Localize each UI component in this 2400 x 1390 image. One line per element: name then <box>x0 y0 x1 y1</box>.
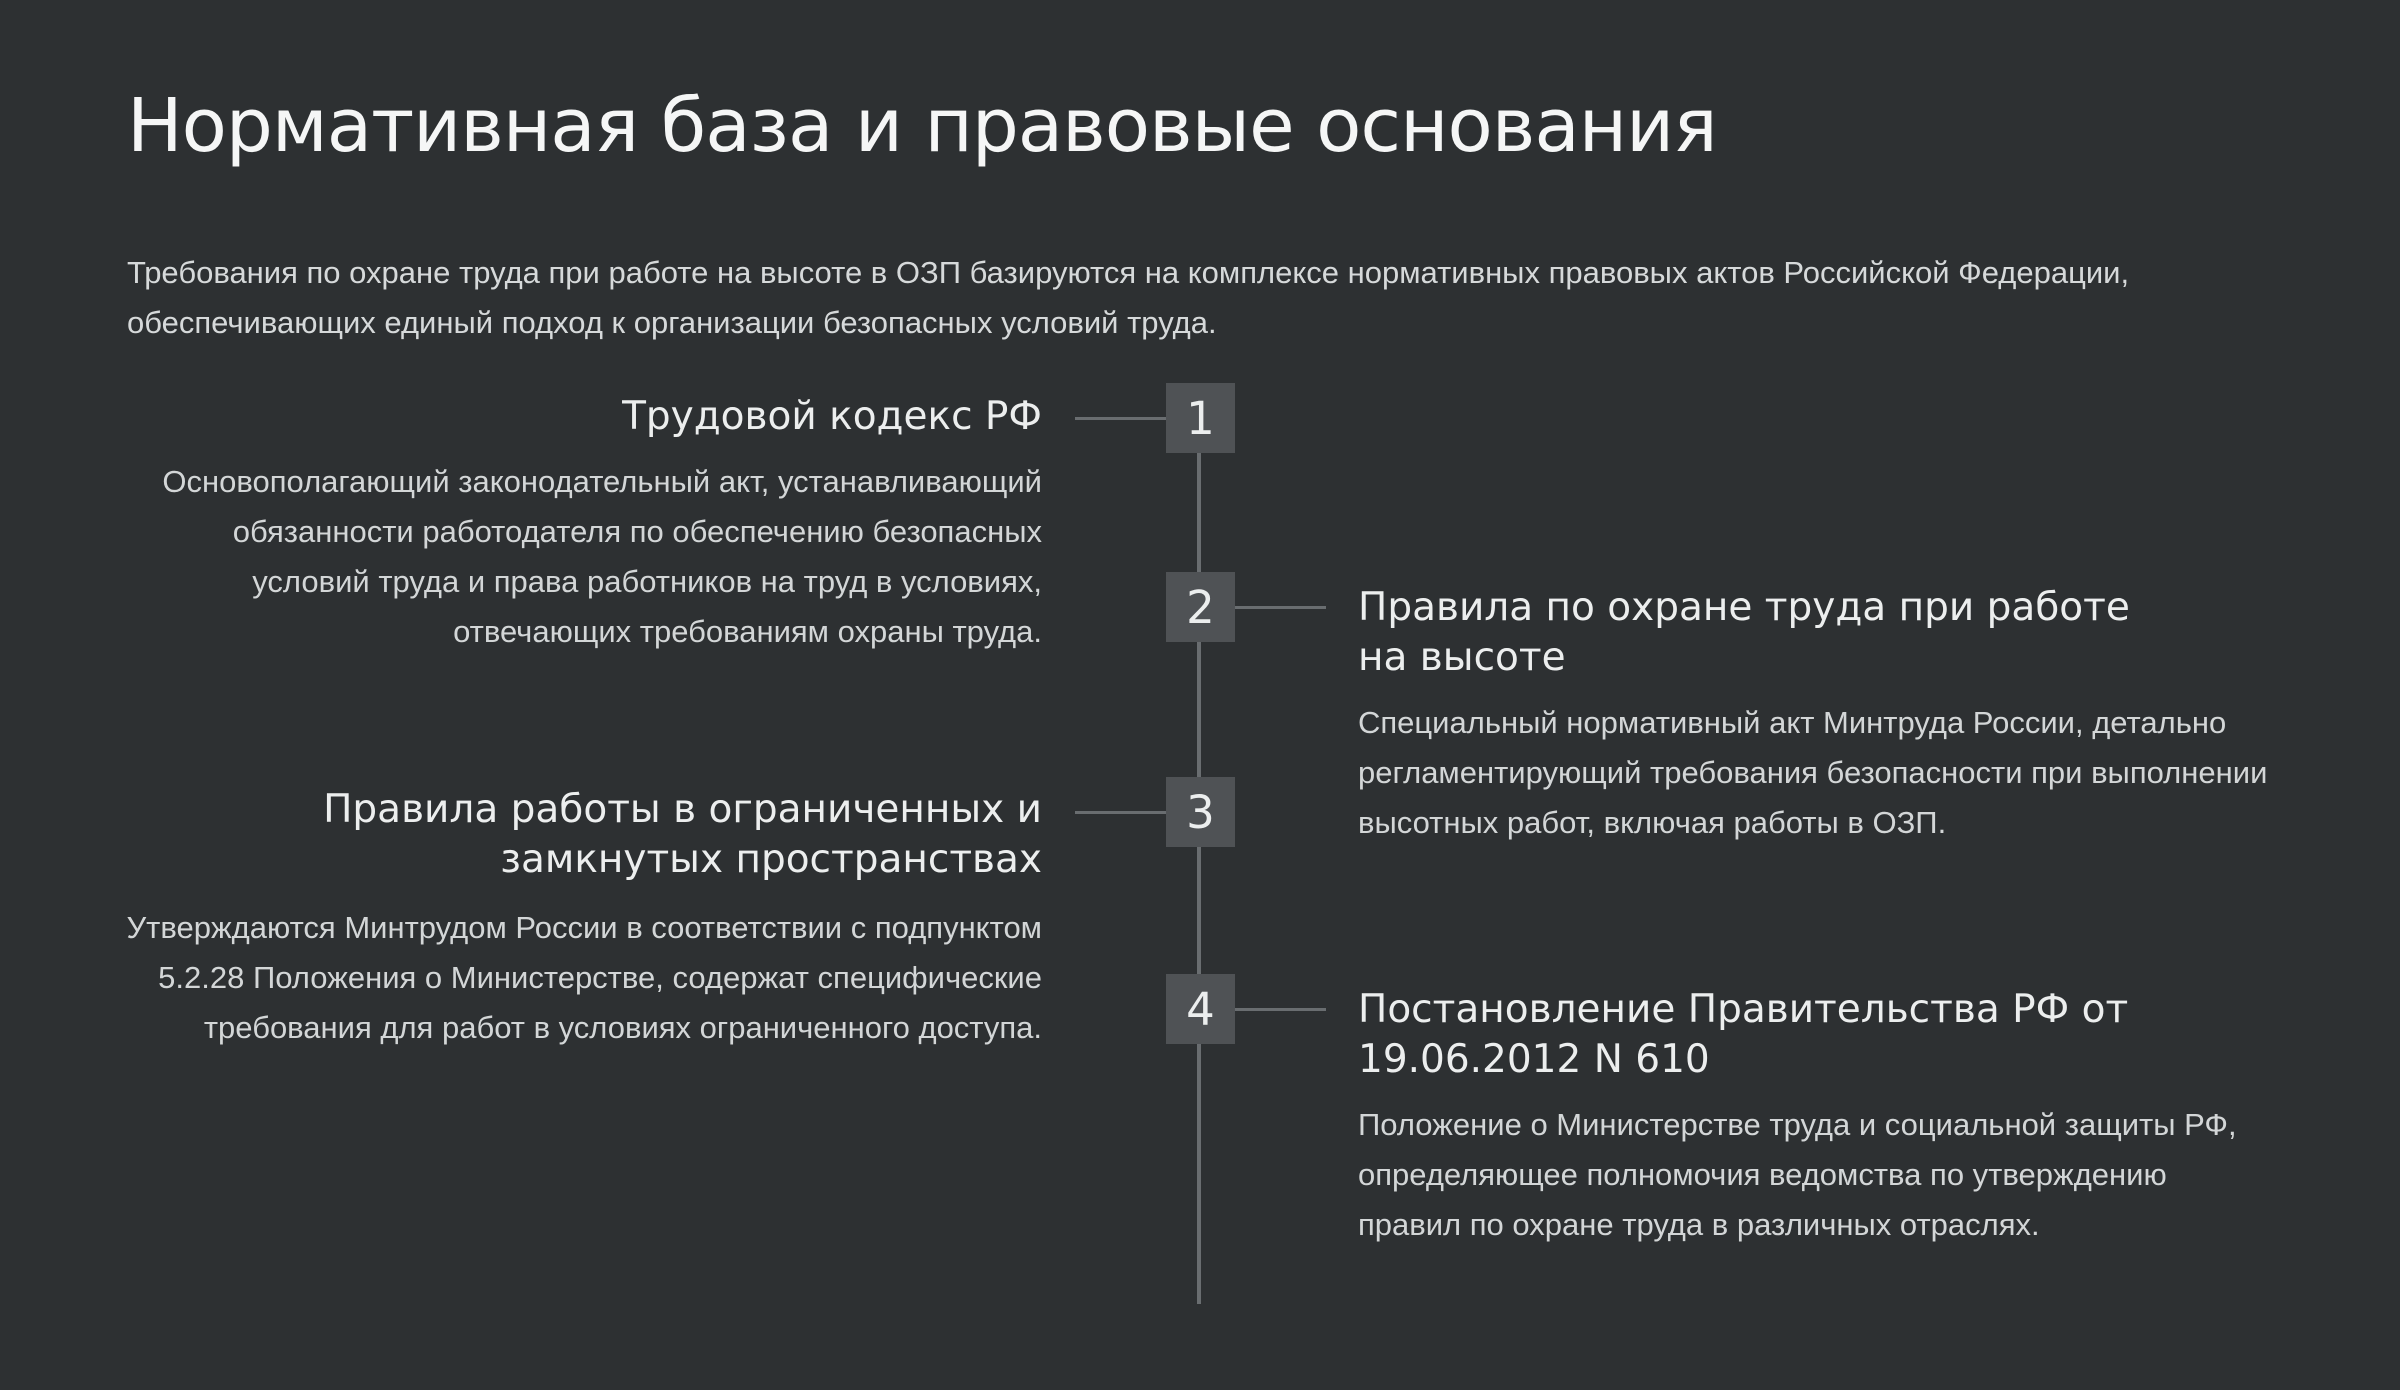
timeline-marker-2: 2 <box>1166 572 1235 642</box>
timeline-item-4 <box>1358 985 2278 1250</box>
timeline-marker-3: 3 <box>1166 777 1235 847</box>
item-description-1: Основополагающий законодательный акт, устанавливающий обязанности работодателя по обеспечению безопасных условий труда и права работников на труд в условиях, отвечающих требованиям охраны труда. <box>162 464 1042 649</box>
intro-paragraph: Требования по охране труда при работе на высоте в ОЗП базируются на комплексе нормативных правовых актов Российской Федерации, обеспечивающих единый подход к организации безопасных условий труда. <box>127 255 2130 340</box>
timeline-spine <box>1197 418 1201 1304</box>
connector-1 <box>1075 417 1166 420</box>
page-title: Нормативная база и правовые основания <box>127 83 1717 169</box>
connector-4 <box>1235 1008 1326 1011</box>
connector-2 <box>1235 606 1326 609</box>
timeline-item-3 <box>122 785 1042 1053</box>
item-title-3: Правила работы в ограниченных и замкнутых пространствах <box>323 787 1042 882</box>
item-description-3: Утверждаются Минтрудом России в соответствии с подпунктом 5.2.28 Положения о Министерстве, содержат специфические требования для работ в условиях ограниченного доступа. <box>126 910 1042 1045</box>
timeline-marker-1: 1 <box>1166 383 1235 453</box>
item-description-4: Положение о Министерстве труда и социальной защиты РФ, определяющее полномочия ведомства по утверждению правил по охране труда в различных отраслях. <box>1358 1107 2237 1242</box>
item-title-4: Постановление Правительства РФ от 19.06.2012 N 610 <box>1358 987 2129 1082</box>
item-description-2: Специальный нормативный акт Минтруда России, детально регламентирующий требования безопасности при выполнении высотных работ, включая работы в ОЗП. <box>1358 705 2268 840</box>
timeline-item-1 <box>122 392 1042 657</box>
timeline-marker-4: 4 <box>1166 974 1235 1044</box>
connector-3 <box>1075 811 1166 814</box>
timeline-item-2 <box>1358 583 2278 848</box>
item-title-2: Правила по охране труда при работе на высоте <box>1358 585 2130 680</box>
item-title-1: Трудовой кодекс РФ <box>622 394 1042 439</box>
